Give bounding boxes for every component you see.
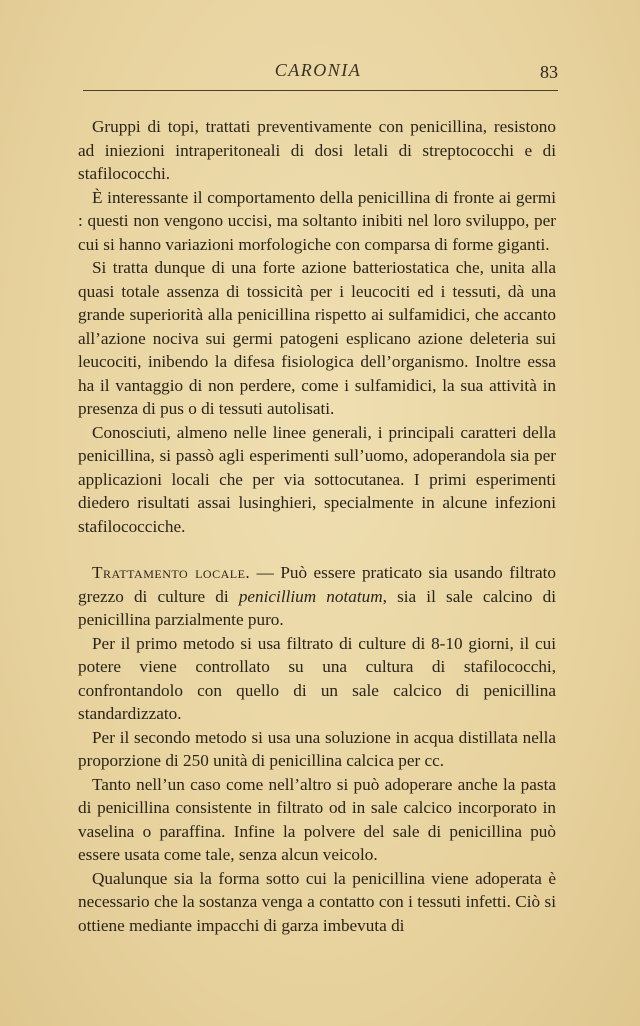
body-text [78, 115, 556, 937]
paragraph-1: Gruppi di topi, trattati preventivamente con penicillina, resistono ad iniezioni intraperitoneali di dosi letali di streptococchi e di stafilococchi. [78, 117, 556, 183]
paragraph-5-text-a: — Può essere praticato sia usando filtrato grezzo di culture di [78, 563, 556, 606]
running-head: CARONIA [274, 60, 362, 80]
paragraph-9: Qualunque sia la forma sotto cui la penicillina viene adoperata è necessario che la sostanza venga a contatto con i tessuti infetti. Ciò si ottiene mediante impacchi di garza imbevuta di [78, 868, 556, 935]
paragraph-3: Si tratta dunque di una forte azione batteriostatica che, unita alla quasi totale assenza di tossicità per i leucociti ed i tessuti, dà una grande superiorità alla penicillina rispetto ai sulfamidici, che accanto all’azione nociva sui germi patogeni esplicano azione deleteria sui leucociti, inibendo la difesa fisiologica dell’organismo. Inoltre essa ha il vantaggio di non perdere, come i sulfamidici, la sua attività in presenza di pus o di tessuti autolisati. [78, 258, 556, 418]
paragraph-5-text-b: , sia il sale calcino di penicillina parzialmente puro. [78, 586, 556, 629]
section-gap [78, 538, 556, 561]
paragraph-6: Per il primo metodo si usa filtrato di culture di 8-10 giorni, il cui potere viene controllato su una cultura di stafilococchi, confrontandolo con quello di un sale calcico di penicillina standardizzato. [78, 633, 556, 723]
paragraph-5-italic: penicillium notatum [238, 586, 383, 606]
header-rule [83, 90, 558, 91]
section-heading: Trattamento locale. [92, 563, 251, 582]
page-header [78, 60, 558, 90]
paragraph-5 [78, 561, 556, 632]
paragraph-8: Tanto nell’un caso come nell’altro si può adoperare anche la pasta di penicillina consistente in filtrato od in sale calcico incorporato in vaselina o paraffina. Infine la polvere del sale di penicillina può essere usata come tale, senza alcun veicolo. [78, 774, 556, 864]
page-number: 83 [540, 62, 558, 82]
paragraph-4: Conosciuti, almeno nelle linee generali, i principali caratteri della penicillina, si passò agli esperimenti sull’uomo, adoperandola sia per applicazioni locali che per via sottocutanea. I primi esperimenti diedero risultati assai lusinghieri, specialmente in alcune infezioni stafilococciche. [78, 422, 556, 536]
paragraph-2: È interessante il comportamento della penicillina di fronte ai germi : questi non vengono uccisi, ma soltanto inibiti nel loro sviluppo, per cui si hanno variazioni morfologiche con comparsa di forme giganti. [78, 187, 556, 254]
paragraph-7: Per il secondo metodo si usa una soluzione in acqua distillata nella proporzione di 250 unità di penicillina calcica per cc. [78, 727, 556, 770]
